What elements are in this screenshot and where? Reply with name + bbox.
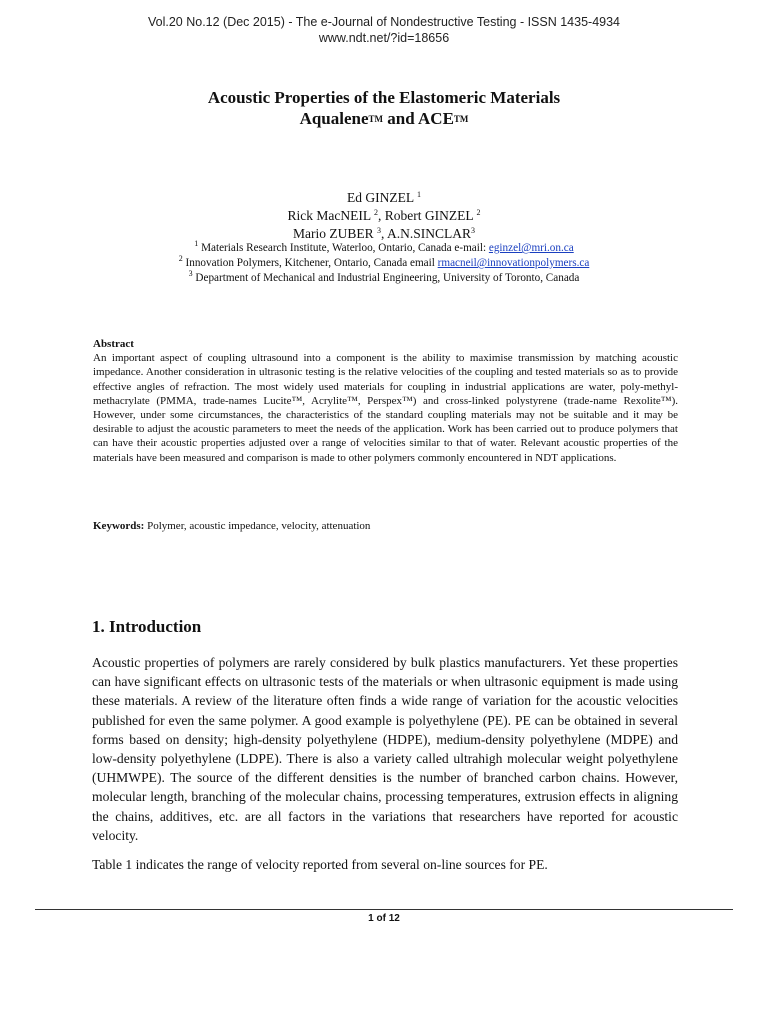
abstract-section <box>93 337 678 465</box>
author-separator: , <box>378 208 385 223</box>
journal-citation: Vol.20 No.12 (Dec 2015) - The e-Journal of Nondestructive Testing - ISSN 1435-4934 <box>147 15 621 29</box>
journal-header <box>0 14 768 46</box>
affil-text: Innovation Polymers, Kitchener, Ontario, Canada email <box>185 257 438 269</box>
author-line-2 <box>0 207 768 225</box>
author-name: Robert GINZEL <box>384 208 474 223</box>
keywords-text: Polymer, acoustic impedance, velocity, attenuation <box>144 520 371 532</box>
abstract-heading: Abstract <box>93 338 134 350</box>
paper-title <box>0 87 768 130</box>
affil-text: Department of Mechanical and Industrial Engineering, University of Toronto, Canada <box>195 272 580 284</box>
affil-number: 2 <box>178 254 183 263</box>
intro-paragraph-1: Acoustic properties of polymers are rarely considered by bulk plastics manufacturers. Yet these properties can have significant effects on ultrasonic tests of the materials or when ultrasonic equipment is made using these materials. A review of the literature often finds a wide range of variation for the acoustic velocities published for even the same polymer. A good example is polyethylene (PE). PE can be obtained in several forms based on density; high-density polyethylene (HDPE), medium-density polyethylene (MDPE) and low-density polyethylene (LDPE). There is also a variety called ultrahigh molecular weight polyethylene (UHMWPE). The source of the different densities is the number of branched carbon chains. However, molecular length, branching of the molecular chains, processing temperatures, extrusion effects in aligning the chains, additives, etc. are all factors in the variations that researchers have reported for acoustic velocity. <box>92 655 678 843</box>
affil-text: Materials Research Institute, Waterloo, Ontario, Canada e-mail: <box>201 242 489 254</box>
title-line-2 <box>0 108 768 130</box>
intro-paragraph-2: Table 1 indicates the range of velocity reported from several on-line sources for PE. <box>92 857 548 872</box>
author-line-1 <box>0 189 768 207</box>
author-affil-ref: 2 <box>374 208 378 217</box>
section-heading-introduction: 1. Introduction <box>92 617 202 636</box>
email-link[interactable]: eginzel@mri.on.ca <box>488 242 574 254</box>
footer-divider <box>35 909 733 910</box>
affiliation-1 <box>0 241 768 256</box>
author-affil-ref: 3 <box>471 226 476 235</box>
affiliation-list <box>0 241 768 286</box>
title-aqualene: Aqualene <box>299 109 369 128</box>
keywords-line <box>93 519 678 533</box>
author-name: Mario ZUBER <box>292 226 374 241</box>
author-list <box>0 189 768 243</box>
affiliation-2 <box>0 256 768 271</box>
title-ace: and ACE <box>383 109 454 128</box>
author-name: A.N.SINCLAR <box>387 226 472 241</box>
affil-number: 1 <box>194 239 199 248</box>
abstract-text: An important aspect of coupling ultrasound into a component is the ability to maximise transmission by matching acoustic impedance. Another consideration in ultrasonic testing is the relative velocities of the coupling and tested materials so as to provide effective angles of refraction. The most widely used materials for coupling in industrial applications are water, poly-methyl-methacrylate (PMMA, trade-names Lucite™, Acrylite™, Perspex™) and cross-linked polystyrene (trade-name Rexolite™). However, under some circumstances, the characteristics of the standard coupling materials may not be suitable and it may be desirable to adjust the acoustic parameters to meet the needs of the application. Work has been carried out to produce polymers that can have their acoustic properties adjusted over a range of velocities similar to that of water. Relevant acoustic properties of the materials have been measured and comparison is made to other polymers commonly encountered in NDT applications. <box>93 352 678 464</box>
author-name: Rick MacNEIL <box>287 208 371 223</box>
keywords-label: Keywords: <box>93 520 145 532</box>
title-line-1: Acoustic Properties of the Elastomeric Materials <box>207 88 561 107</box>
author-affil-ref: 2 <box>476 208 481 217</box>
affiliation-3 <box>0 271 768 286</box>
email-link[interactable]: rmacneil@innovationpolymers.ca <box>437 257 590 269</box>
journal-url: www.ndt.net/?id=18656 <box>318 31 450 45</box>
author-affil-ref: 1 <box>416 190 421 199</box>
page-number: 1 of 12 <box>368 913 400 924</box>
trademark-mark: TM <box>453 114 469 124</box>
author-affil-ref: 3 <box>376 226 381 235</box>
author-separator: , <box>380 226 387 241</box>
trademark-mark: TM <box>368 114 384 124</box>
affil-number: 3 <box>188 269 193 278</box>
author-name: Ed GINZEL <box>347 190 414 205</box>
